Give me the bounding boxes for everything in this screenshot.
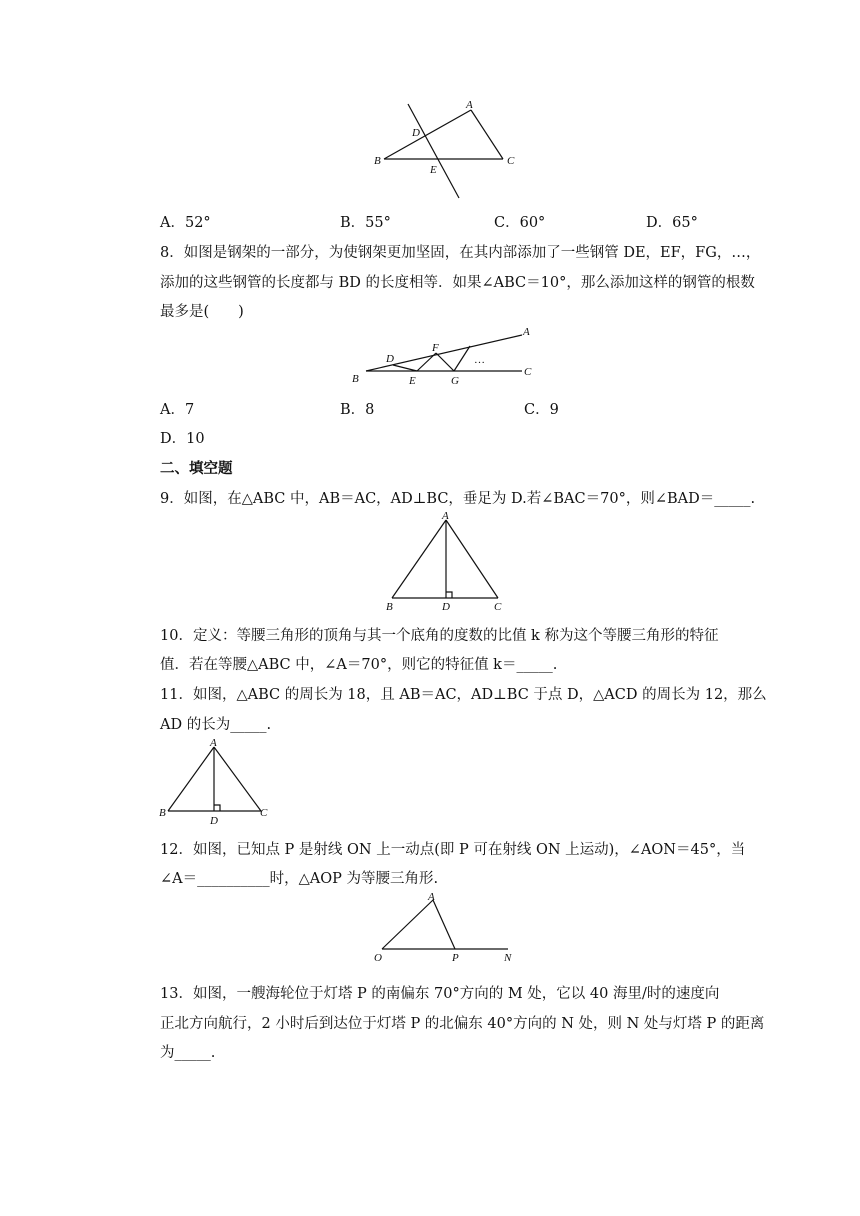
q9-label-c: C xyxy=(494,601,502,613)
q8-option-b: B．8 xyxy=(340,402,375,418)
q8-label-a: A xyxy=(523,326,530,338)
q9-figure xyxy=(378,508,508,616)
q8-line-3: 最多是( ) xyxy=(160,304,244,320)
q12-line-1: 12．如图，已知点 P 是射线 ON 上一动点(即 P 可在射线 ON 上运动)，∠AON＝45°，当 xyxy=(160,842,746,858)
q12-line-2: ∠A＝__________时，△AOP 为等腰三角形. xyxy=(160,871,439,887)
q13-line-3: 为_____. xyxy=(160,1045,216,1061)
q8-label-b: B xyxy=(352,373,359,385)
q11-label-d: D xyxy=(210,815,218,827)
q7-label-b: B xyxy=(374,155,381,167)
q7-option-d: D．65° xyxy=(646,215,698,231)
q12-label-p: P xyxy=(452,952,459,964)
q12-label-o: O xyxy=(374,952,382,964)
q7-label-a: A xyxy=(466,99,473,111)
q8-label-c: C xyxy=(524,366,532,378)
q13-line-1: 13．如图，一艘海轮位于灯塔 P 的南偏东 70°方向的 M 处，它以 40 海里/时的速度向 xyxy=(160,986,720,1002)
q9-label-d: D xyxy=(442,601,450,613)
q8-line-2: 添加的这些钢管的长度都与 BD 的长度相等．如果∠ABC＝10°，那么添加这样的钢管的根数 xyxy=(160,275,755,291)
q8-option-d: D．10 xyxy=(160,431,205,447)
q10-line-1: 10．定义：等腰三角形的顶角与其一个底角的度数的比值 k 称为这个等腰三角形的特征 xyxy=(160,628,719,644)
q7-option-b: B．55° xyxy=(340,215,391,231)
q9-label-a: A xyxy=(442,510,449,522)
q7-label-e: E xyxy=(430,164,437,176)
q8-label-d: D xyxy=(386,353,394,365)
q12-label-a: A xyxy=(428,891,435,903)
q13-line-2: 正北方向航行，2 小时后到达位于灯塔 P 的北偏东 40°方向的 N 处，则 N 处与灯塔 P 的距离 xyxy=(160,1016,765,1032)
q11-label-c: C xyxy=(260,807,268,819)
q10-line-2: 值．若在等腰△ABC 中，∠A＝70°，则它的特征值 k＝_____. xyxy=(160,657,558,673)
q12-figure xyxy=(370,890,520,965)
q8-line-1: 8．如图是钢架的一部分，为使钢架更加坚固，在其内部添加了一些钢管 DE，EF，FG，…， xyxy=(160,245,761,261)
q8-label-f: F xyxy=(432,342,439,354)
q11-line-1: 11．如图，△ABC 的周长为 18，且 AB＝AC，AD⊥BC 于点 D，△ACD 的周长为 12，那么 xyxy=(160,687,767,703)
q7-option-a: A．52° xyxy=(160,215,211,231)
q12-label-n: N xyxy=(504,952,512,964)
q7-option-c: C．60° xyxy=(494,215,546,231)
q8-label-dots: … xyxy=(474,354,485,366)
q11-line-2: AD 的长为_____. xyxy=(160,717,272,733)
q11-label-a: A xyxy=(210,737,217,749)
q11-label-b: B xyxy=(159,807,166,819)
q8-option-a: A．7 xyxy=(160,402,195,418)
q9-line-1: 9．如图，在△ABC 中，AB＝AC，AD⊥BC，垂足为 D.若∠BAC＝70°，则∠BAD＝_____. xyxy=(160,491,756,507)
q7-label-c: C xyxy=(507,155,515,167)
q8-figure xyxy=(350,322,550,387)
q7-label-d: D xyxy=(412,127,420,139)
q9-label-b: B xyxy=(386,601,393,613)
q7-figure xyxy=(370,98,520,203)
q8-option-c: C．9 xyxy=(524,402,559,418)
q8-label-e: E xyxy=(409,375,416,387)
section-heading-fill-in: 二、填空题 xyxy=(160,461,233,477)
q11-figure xyxy=(155,735,275,830)
q8-label-g: G xyxy=(451,375,459,387)
